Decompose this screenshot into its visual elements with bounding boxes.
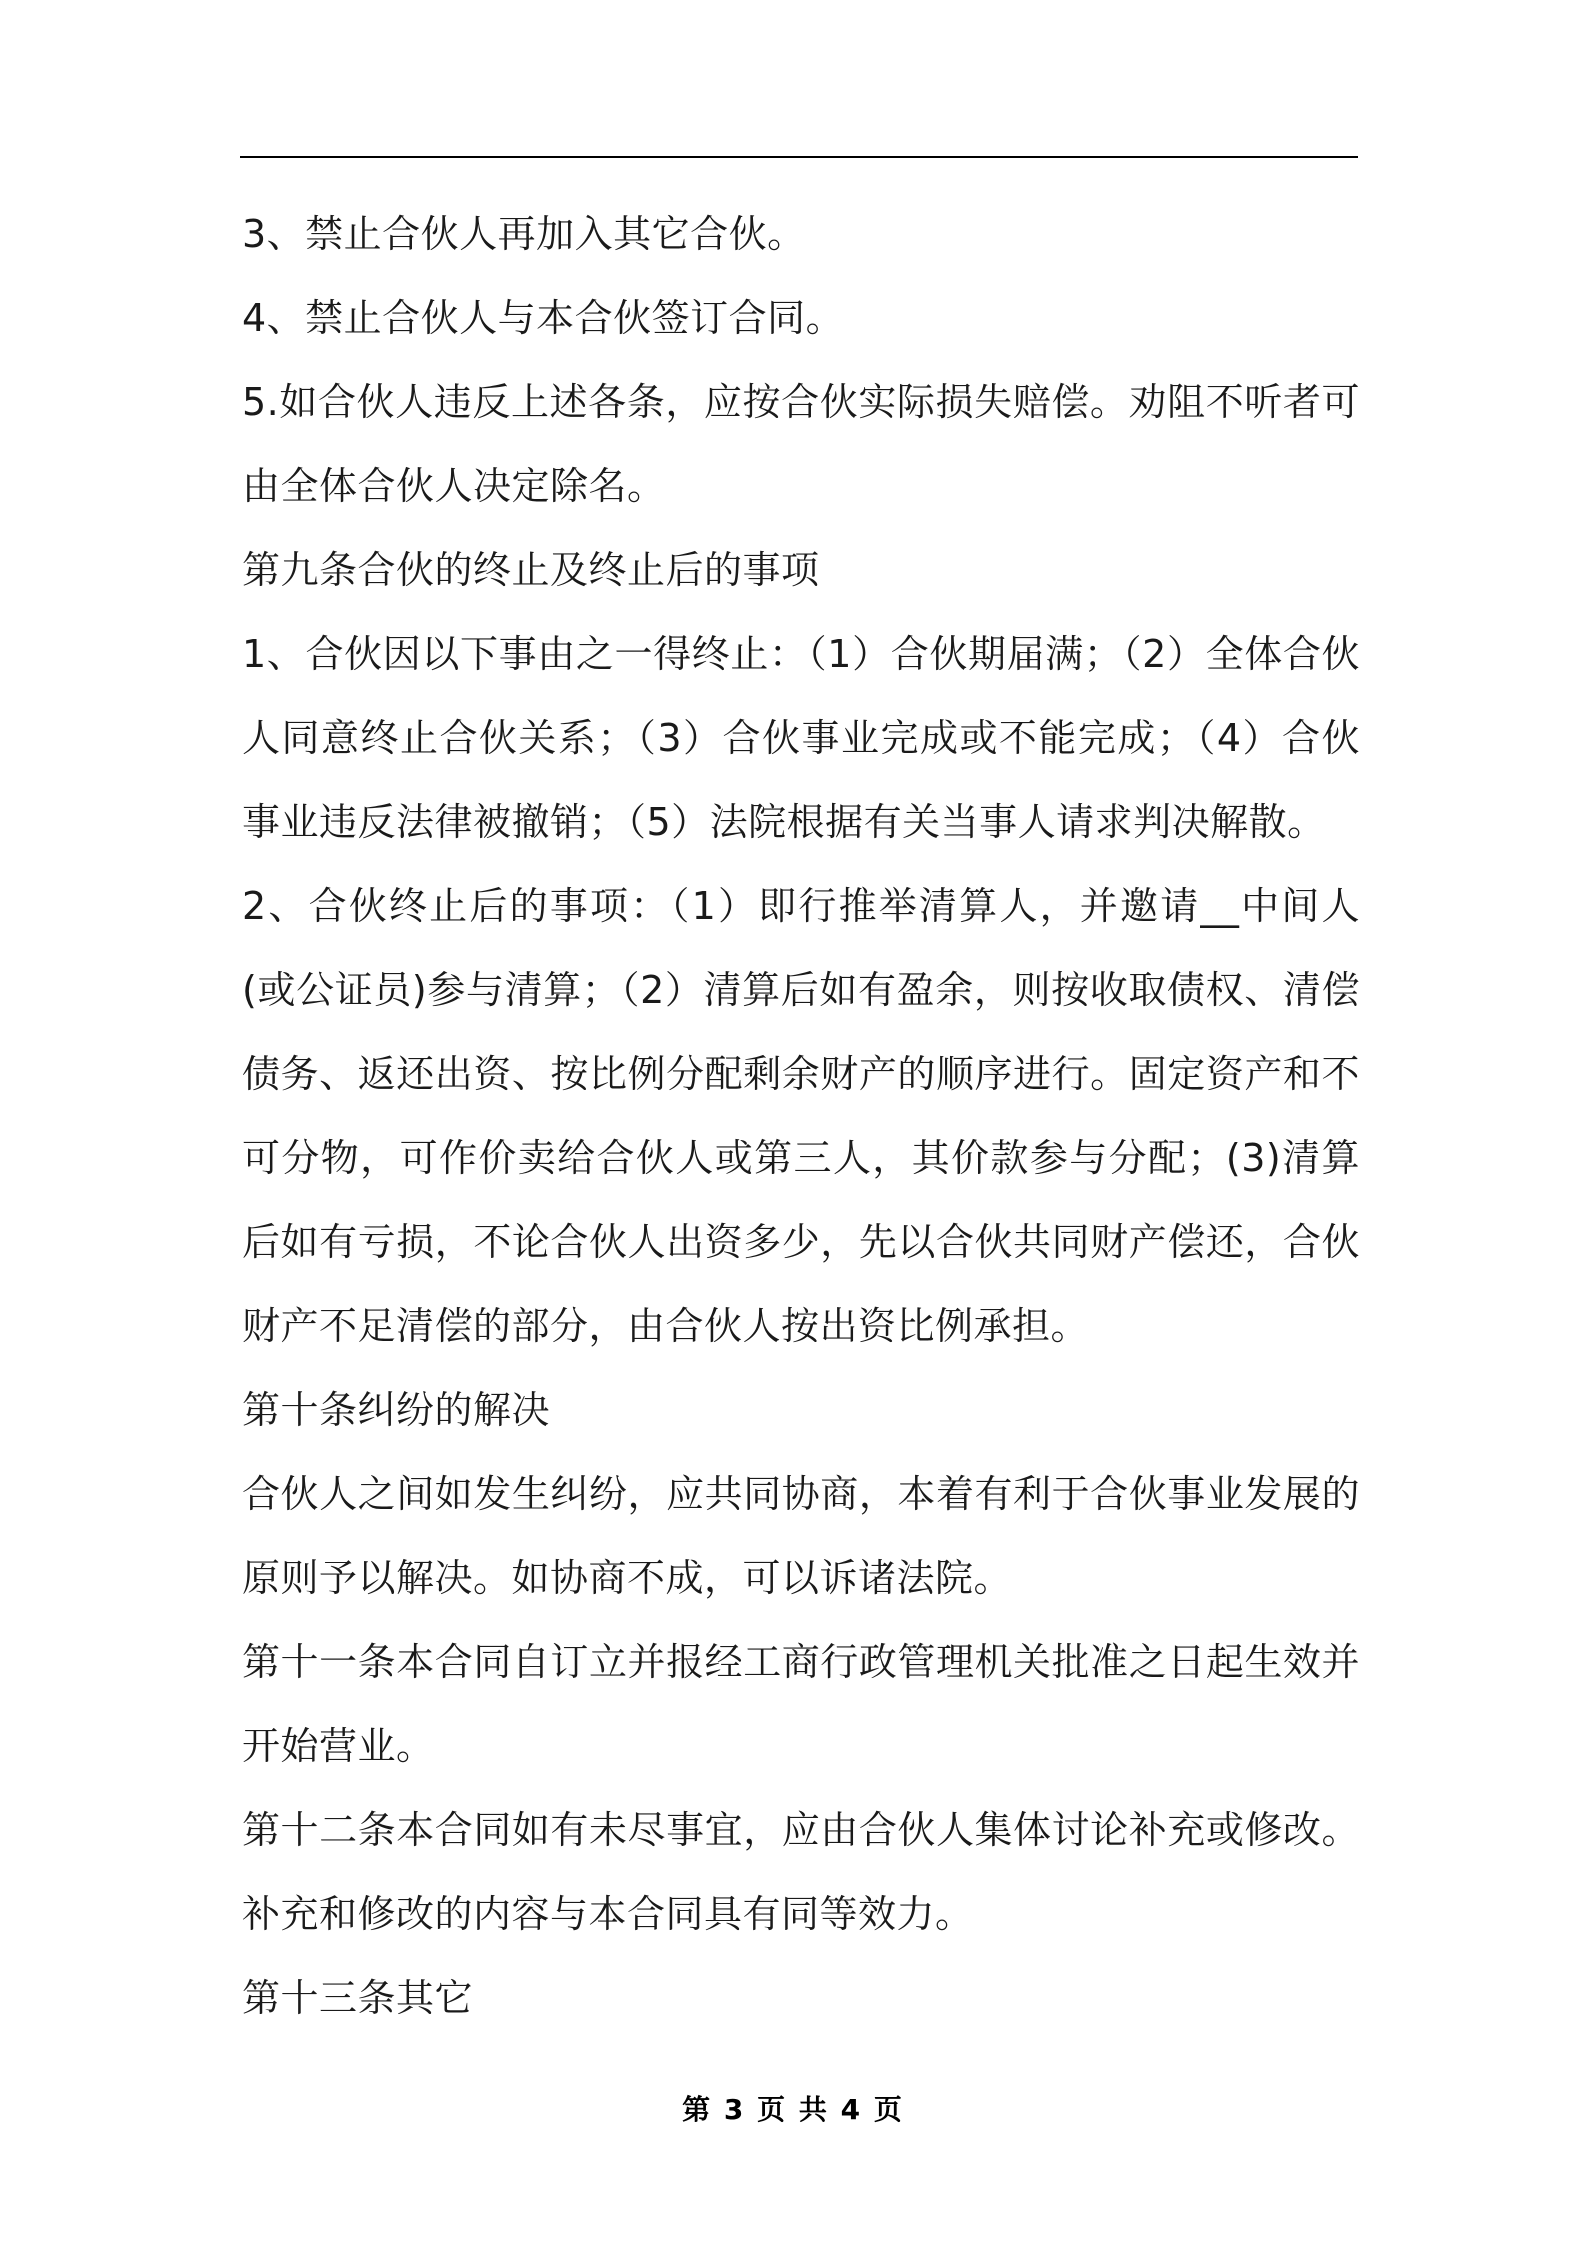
paragraph-clause-4: 4、禁止合伙人与本合伙签订合同。: [242, 296, 845, 340]
paragraph-article-12: 第十二条本合同如有未尽事宜，应由合伙人集体讨论补充或修改。补充和修改的内容与本合同具有同等效力。: [242, 1808, 1360, 1936]
paragraph-clause-3: 3、禁止合伙人再加入其它合伙。: [242, 212, 806, 256]
paragraph-clause-5: 5.如合伙人违反上述各条，应按合伙实际损失赔偿。劝阻不听者可由全体合伙人决定除名。: [242, 380, 1360, 508]
document-body: [242, 192, 1360, 2040]
paragraph-dispute-resolution: 合伙人之间如发生纠纷，应共同协商，本着有利于合伙事业发展的原则予以解决。如协商不成，可以诉诸法院。: [242, 1472, 1360, 1600]
paragraph-post-termination: 2、合伙终止后的事项：（1）即行推举清算人，并邀请__中间人(或公证员)参与清算；（2）清算后如有盈余，则按收取债权、清偿债务、返还出资、按比例分配剩余财产的顺序进行。固定资产和不可分物，可作价卖给合伙人或第三人，其价款参与分配；(3)清算后如有亏损，不论合伙人出资多少，先以合伙共同财产偿还，合伙财产不足清偿的部分，由合伙人按出资比例承担。: [242, 884, 1360, 1348]
section-heading-article-13: 第十三条其它: [242, 1976, 474, 2020]
paragraph-article-11: 第十一条本合同自订立并报经工商行政管理机关批准之日起生效并开始营业。: [242, 1640, 1360, 1768]
section-heading-article-9: 第九条合伙的终止及终止后的事项: [242, 548, 820, 592]
header-divider: [240, 156, 1358, 158]
page-number-footer: 第 3 页 共 4 页: [682, 2093, 904, 2126]
paragraph-termination-causes: 1、合伙因以下事由之一得终止：（1）合伙期届满；（2）全体合伙人同意终止合伙关系；（3）合伙事业完成或不能完成；（4）合伙事业违反法律被撤销；（5）法院根据有关当事人请求判决解散。: [242, 632, 1360, 844]
section-heading-article-10: 第十条纠纷的解决: [242, 1388, 551, 1432]
